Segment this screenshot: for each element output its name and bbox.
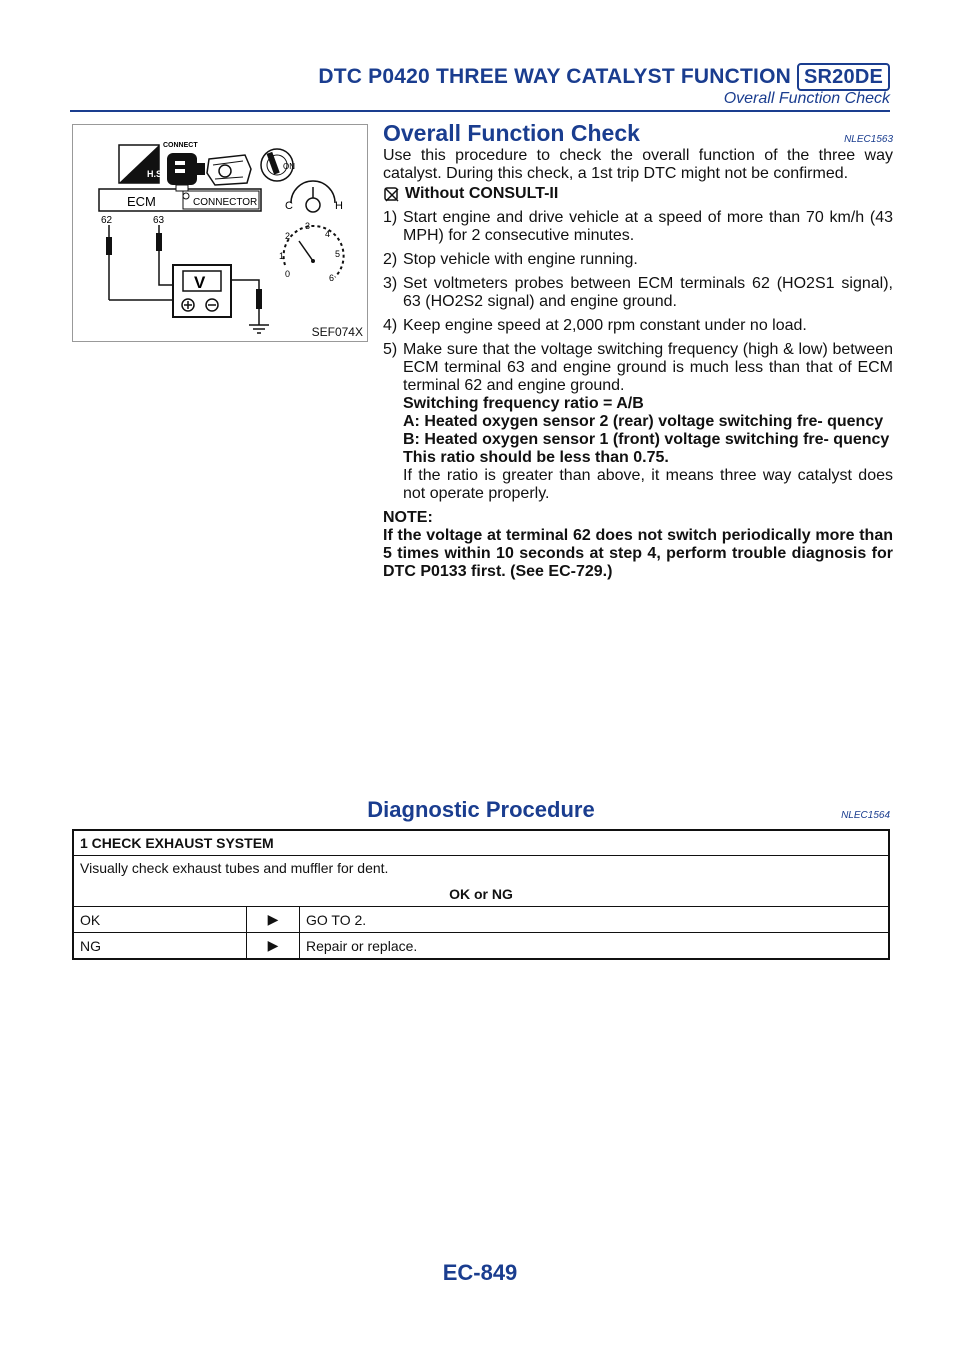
- action-cell: GO TO 2.: [300, 907, 890, 933]
- step-text: Keep engine speed at 2,000 rpm constant under no load.: [403, 317, 807, 334]
- tach-tick-5: 5: [335, 249, 341, 259]
- temperature-gauge-icon: [285, 181, 343, 212]
- step-2: [383, 251, 893, 269]
- arrow-right-icon: ▶: [247, 907, 300, 933]
- note-label: NOTE:: [383, 509, 433, 526]
- gauge-c-label: C: [285, 200, 293, 212]
- ok-or-ng-label: OK or NG: [449, 886, 513, 902]
- tachometer-icon: [279, 221, 344, 283]
- diagnostic-code: NLEC1564: [841, 810, 890, 821]
- action-cell: Repair or replace.: [300, 933, 890, 960]
- section-title-text: Overall Function Check: [383, 120, 640, 146]
- step-5: [383, 341, 893, 503]
- voltmeter: [173, 265, 231, 317]
- procedure-step-title: 1 CHECK EXHAUST SYSTEM: [73, 830, 889, 856]
- step-number: 1): [383, 209, 398, 226]
- header-title-text: DTC P0420 THREE WAY CATALYST FUNCTION: [318, 65, 791, 88]
- step-4: [383, 317, 893, 335]
- step-5-body: [403, 341, 893, 503]
- arrow-right-icon: ▶: [247, 933, 300, 960]
- without-consult-heading: [383, 185, 893, 203]
- terminal-63-label: 63: [153, 215, 165, 226]
- without-consult-label: Without CONSULT-II: [405, 185, 559, 202]
- ground-symbol-icon: [249, 325, 269, 333]
- ratio-line: A: Heated oxygen sensor 2 (rear) voltage switching fre- quency: [403, 413, 884, 430]
- step-1: [383, 209, 893, 245]
- step-number: 5): [383, 341, 398, 358]
- step-number: 2): [383, 251, 398, 268]
- page-header-title: [318, 63, 890, 91]
- step-3: [383, 275, 893, 311]
- result-cell: OK: [73, 907, 247, 933]
- figure-code: SEF074X: [311, 325, 363, 339]
- connect-label: CONNECT: [163, 142, 198, 149]
- ground-wire: [231, 280, 259, 325]
- tach-tick-6: 6: [329, 273, 335, 283]
- tach-tick-4: 4: [325, 229, 331, 239]
- diagnostic-title-text: Diagnostic Procedure: [367, 797, 595, 822]
- hs-icon: [119, 145, 165, 183]
- engine-badge: SR20DE: [797, 63, 890, 91]
- section-code: NLEC1563: [844, 134, 893, 145]
- header-divider: [70, 110, 890, 112]
- intro-paragraph: Use this procedure to check the overall function of the three way catalyst. During this check, a 1st trip DTC might not be confirmed.: [383, 147, 893, 182]
- section-title: [383, 120, 893, 147]
- tach-tick-2: 2: [285, 231, 291, 241]
- page-header-subtitle: Overall Function Check: [723, 90, 890, 107]
- procedure-instruction-cell: [73, 856, 889, 907]
- ground-probe: [256, 289, 262, 309]
- note-text: If the voltage at terminal 62 does not switch periodically more than 5 times within 10 seconds at step 4, perform trouble diagnosis for DTC P0133 first. (See EC-729.): [383, 527, 893, 580]
- overall-function-check-section: [383, 120, 893, 581]
- connector-plug-icon: [167, 153, 205, 185]
- ratio-line: This ratio should be less than 0.75.: [403, 449, 669, 466]
- gauge-h-label: H: [335, 200, 343, 212]
- ecm-connector-block: [99, 185, 261, 211]
- ecm-label: ECM: [127, 194, 156, 209]
- no-consult-icon: [383, 186, 401, 202]
- connector-label: CONNECTOR: [193, 197, 258, 208]
- tach-tick-3: 3: [305, 221, 311, 231]
- step-text: Start engine and drive vehicle at a speed of more than 70 km/h (43 MPH) for 2 consecutive minutes.: [403, 209, 893, 244]
- on-label: ON: [283, 162, 295, 171]
- tach-tick-1: 1: [279, 251, 285, 261]
- terminal-62-label: 62: [101, 215, 113, 226]
- voltmeter-label: V: [194, 273, 206, 292]
- engine-icon: [207, 155, 251, 185]
- ratio-line: B: Heated oxygen sensor 1 (front) voltage switching fre- quency: [403, 431, 890, 448]
- diagnostic-title: [72, 797, 890, 823]
- step-number: 4): [383, 317, 398, 334]
- step-text: Make sure that the voltage switching frequency (high & low) between ECM terminal 63 and engine ground is much less than that of ECM terminal 62 and engine ground.: [403, 341, 893, 394]
- procedure-table: [72, 829, 890, 960]
- result-cell: NG: [73, 933, 247, 960]
- table-row: [73, 907, 889, 933]
- ratio-note: If the ratio is greater than above, it means three way catalyst does not operate properly.: [403, 467, 893, 502]
- diagnostic-procedure-section: [72, 797, 890, 960]
- step-text: Stop vehicle with engine running.: [403, 251, 638, 268]
- step-text: Set voltmeters probes between ECM terminals 62 (HO2S1 signal), 63 (HO2S2 signal) and engine ground.: [403, 275, 893, 310]
- page-number: EC-849: [442, 1260, 518, 1285]
- voltmeter-connection-figure: [72, 124, 368, 342]
- procedure-instruction: Visually check exhaust tubes and muffler for dent.: [80, 860, 389, 876]
- probe-62: [106, 237, 112, 255]
- table-row: [73, 933, 889, 960]
- tach-tick-0: 0: [285, 269, 291, 279]
- ecm-voltmeter-diagram: [73, 125, 367, 341]
- table-row: [73, 830, 889, 856]
- step-number: 3): [383, 275, 398, 292]
- hs-label: H.S.: [147, 169, 165, 179]
- table-row: [73, 856, 889, 907]
- ratio-line: Switching frequency ratio = A/B: [403, 395, 644, 412]
- probe-63: [156, 233, 162, 251]
- ignition-key-icon: [261, 149, 295, 181]
